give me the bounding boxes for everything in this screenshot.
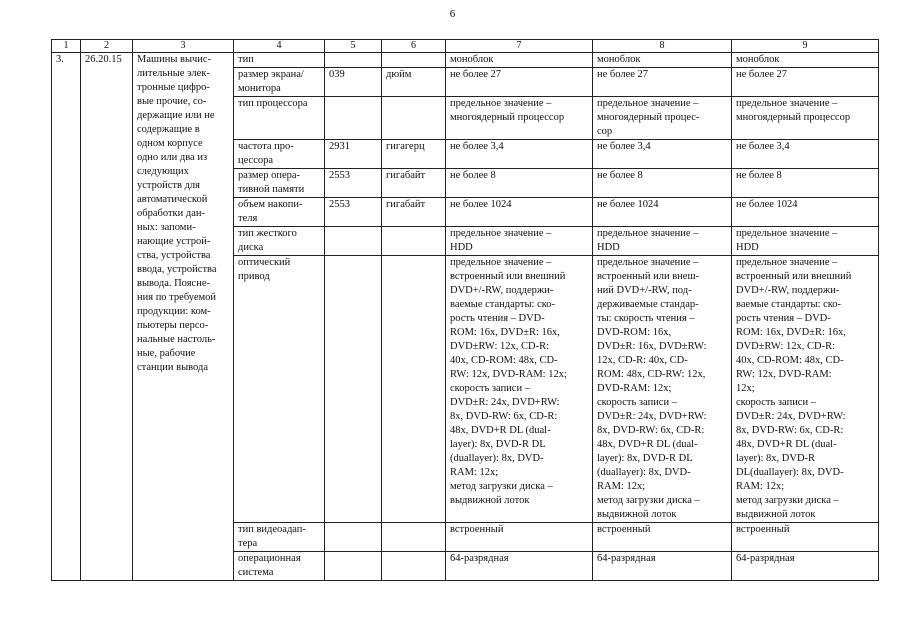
value-col8: предельное значение – HDD bbox=[593, 227, 732, 256]
unit-code bbox=[325, 227, 382, 256]
characteristic-name: объем накопи- теля bbox=[234, 198, 325, 227]
item-name: Машины вычис- лительные элек- тронные цифро- вые прочие, со- держащие или не содержащие в одном корпусе одно или два из следующих устройств для автоматической обработки дан- ных: запоми- нающие устрой- ства, устройства ввода, устройства вывода. Поясне- ния по требуемой продукции: ком- пьютеры персо- нальные настоль- ные, рабочие станции вывода bbox=[133, 53, 234, 581]
characteristic-name: размер опера- тивной памяти bbox=[234, 169, 325, 198]
unit-name bbox=[382, 227, 446, 256]
value-col7: не более 27 bbox=[446, 68, 593, 97]
value-col9: не более 3,4 bbox=[732, 140, 879, 169]
value-col7: предельное значение – встроенный или внешний DVD+/-RW, поддержи- ваемые стандарты: ско- рость чтения – DVD- ROM: 16x, DVD±R: 16x, DVD±RW: 12x, CD-R: 40x, CD-ROM: 48x, CD- RW: 12x, DVD-RAM: 12x; скорость записи – DVD±R: 24x, DVD+RW: 8x, DVD-RW: 6x, CD-R: 48x, DVD+R DL (dual- layer): 8x, DVD-R DL (duallayer): 8x, DVD- RAM: 12x; метод загрузки диска – выдвижной лоток bbox=[446, 256, 593, 523]
characteristic-name: частота про- цессора bbox=[234, 140, 325, 169]
unit-name: дюйм bbox=[382, 68, 446, 97]
value-col8: встроенный bbox=[593, 523, 732, 552]
value-col9: встроенный bbox=[732, 523, 879, 552]
value-col9: предельное значение – многоядерный процессор bbox=[732, 97, 879, 140]
unit-name bbox=[382, 256, 446, 523]
unit-name bbox=[382, 53, 446, 68]
item-okpd2-code: 26.20.15 bbox=[81, 53, 133, 581]
value-col8: предельное значение – встроенный или внеш- ний DVD+/-RW, под- держиваемые стандар- ты: скорость чтения – DVD-ROM: 16x, DVD±R: 16x, DVD±RW: 12x, CD-R: 40x, CD- ROM: 48x, CD-RW: 12x, DVD-RAM: 12x; скорость записи – DVD±R: 24x, DVD+RW: 8x, DVD-RW: 6x, CD-R: 48x, DVD+R DL (dual- layer): 8x, DVD-R DL (duallayer): 8x, DVD- RAM: 12x; метод загрузки диска – выдвижной лоток bbox=[593, 256, 732, 523]
value-col7: 64-разрядная bbox=[446, 552, 593, 581]
value-col8: не более 3,4 bbox=[593, 140, 732, 169]
value-col9: моноблок bbox=[732, 53, 879, 68]
header-row bbox=[52, 40, 879, 53]
unit-code bbox=[325, 552, 382, 581]
unit-code bbox=[325, 523, 382, 552]
header-cell: 5 bbox=[325, 40, 382, 53]
unit-name: гигагерц bbox=[382, 140, 446, 169]
header-cell: 1 bbox=[52, 40, 81, 53]
spec-row-type bbox=[52, 53, 879, 68]
value-col8: предельное значение – многоядерный процес- сор bbox=[593, 97, 732, 140]
characteristic-name: размер экрана/ монитора bbox=[234, 68, 325, 97]
unit-code: 039 bbox=[325, 68, 382, 97]
characteristic-name: тип bbox=[234, 53, 325, 68]
unit-name bbox=[382, 552, 446, 581]
header-cell: 2 bbox=[81, 40, 133, 53]
value-col8: 64-разрядная bbox=[593, 552, 732, 581]
header-cell: 6 bbox=[382, 40, 446, 53]
unit-name: гигабайт bbox=[382, 169, 446, 198]
characteristic-name: тип жесткого диска bbox=[234, 227, 325, 256]
unit-name bbox=[382, 523, 446, 552]
header-cell: 3 bbox=[133, 40, 234, 53]
unit-name bbox=[382, 97, 446, 140]
value-col8: не более 1024 bbox=[593, 198, 732, 227]
header-cell: 7 bbox=[446, 40, 593, 53]
value-col9: предельное значение – HDD bbox=[732, 227, 879, 256]
value-col9: не более 8 bbox=[732, 169, 879, 198]
unit-code bbox=[325, 97, 382, 140]
header-cell: 9 bbox=[732, 40, 879, 53]
value-col8: моноблок bbox=[593, 53, 732, 68]
value-col7: не более 8 bbox=[446, 169, 593, 198]
spec-table bbox=[51, 39, 879, 581]
header-cell: 8 bbox=[593, 40, 732, 53]
value-col7: не более 1024 bbox=[446, 198, 593, 227]
value-col9: не более 27 bbox=[732, 68, 879, 97]
characteristic-name: операционная система bbox=[234, 552, 325, 581]
unit-code: 2553 bbox=[325, 169, 382, 198]
page-number: 6 bbox=[449, 8, 456, 20]
value-col7: предельное значение – многоядерный процессор bbox=[446, 97, 593, 140]
value-col7: моноблок bbox=[446, 53, 593, 68]
value-col9: не более 1024 bbox=[732, 198, 879, 227]
characteristic-name: тип видеоадап- тера bbox=[234, 523, 325, 552]
value-col8: не более 27 bbox=[593, 68, 732, 97]
characteristic-name: тип процессора bbox=[234, 97, 325, 140]
value-col9: предельное значение – встроенный или внешний DVD+/-RW, поддержи- ваемые стандарты: ско- рость чтения – DVD- ROM: 16x, DVD±R: 16x, DVD±RW: 12x, CD-R: 40x, CD-ROM: 48x, CD- RW: 12x, DVD-RAM: 12x; скорость записи – DVD±R: 24x, DVD+RW: 8x, DVD-RW: 6x, CD-R: 48x, DVD+R DL (dual- layer): 8x, DVD-R DL(duallayer): 8x, DVD- RAM: 12x; метод загрузки диска – выдвижной лоток bbox=[732, 256, 879, 523]
value-col8: не более 8 bbox=[593, 169, 732, 198]
unit-code: 2931 bbox=[325, 140, 382, 169]
value-col7: не более 3,4 bbox=[446, 140, 593, 169]
value-col7: предельное значение – HDD bbox=[446, 227, 593, 256]
item-number: 3. bbox=[52, 53, 81, 581]
unit-code: 2553 bbox=[325, 198, 382, 227]
header-cell: 4 bbox=[234, 40, 325, 53]
value-col7: встроенный bbox=[446, 523, 593, 552]
unit-code bbox=[325, 256, 382, 523]
unit-name: гигабайт bbox=[382, 198, 446, 227]
unit-code bbox=[325, 53, 382, 68]
value-col9: 64-разрядная bbox=[732, 552, 879, 581]
characteristic-name: оптический привод bbox=[234, 256, 325, 523]
